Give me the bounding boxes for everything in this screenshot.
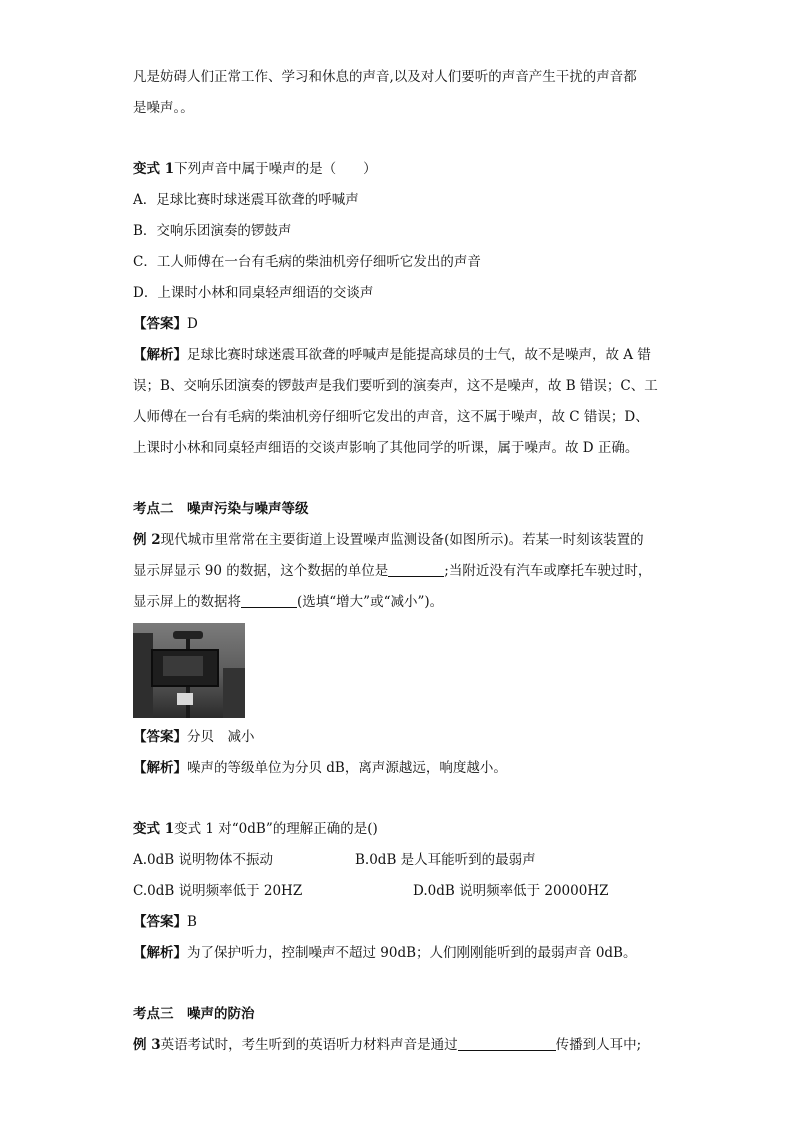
- variant1-option-b: B．交响乐团演奏的锣鼓声: [133, 223, 292, 239]
- example2-line-2: 显示屏显示 90 的数据，这个数据的单位是 ;当附近没有汽车或摩托车驶过时，: [133, 556, 693, 587]
- example3-line-1: 例 3英语考试时，考生听到的英语听力材料声音是通过 传播到人耳中;: [133, 1030, 693, 1061]
- answer-value: D: [187, 316, 198, 332]
- answer-blank: [241, 591, 297, 608]
- option-c: C.0dB 说明频率低于 20HZ: [133, 883, 303, 899]
- variant1-answer: [133, 309, 693, 340]
- section2-variant-options-cd: [133, 876, 693, 907]
- variant1-option-d: D．上课时小林和同桌轻声细语的交谈声: [133, 285, 374, 301]
- analysis-label: 【解析】: [133, 347, 187, 363]
- variant1-analysis-line-2: 误；B、交响乐团演奏的锣鼓声是我们要听到的演奏声，这不是噪声，故 B 错误；C、工: [133, 378, 658, 394]
- variant1-question: [133, 154, 693, 185]
- noise-monitor-photo: [133, 623, 245, 718]
- variant1-analysis-line-1: 【解析】足球比赛时球迷震耳欲聋的呼喊声是能提高球员的士气，故不是噪声，故 A 错: [133, 347, 651, 363]
- variant1-option-a: A．足球比赛时球迷震耳欲聋的呼喊声: [133, 192, 359, 208]
- variant1-option-c: C．工人师傅在一台有毛病的柴油机旁仔细听它发出的声音: [133, 254, 481, 270]
- example2-line-1: 例 2现代城市里常常在主要街道上设置噪声监测设备(如图所示)。若某一时刻该装置的: [133, 532, 644, 548]
- section3-title: 考点三 噪声的防治: [133, 1006, 255, 1022]
- variant1-analysis-line-4: 上课时小林和同桌轻声细语的交谈声影响了其他同学的听课，属于噪声。故 D 正确。: [133, 440, 639, 456]
- option-b: B.0dB 是人耳能听到的最弱声: [355, 852, 536, 868]
- intro-line-1: 凡是妨碍人们正常工作、学习和休息的声音,以及对人们要听的声音产生干扰的声音都: [133, 69, 637, 85]
- example2-line-3: 显示屏上的数据将 (选填“增大”或“减小”)。: [133, 587, 693, 618]
- intro-line-2: 是噪声。。: [133, 100, 194, 116]
- section2-title: 考点二 噪声污染与噪声等级: [133, 501, 309, 517]
- section2-variant-options-ab: [133, 845, 693, 876]
- option-a: A.0dB 说明物体不振动: [133, 852, 273, 868]
- variant1-analysis-line-3: 人师傅在一台有毛病的柴油机旁仔细听它发出的声音，这不属于噪声，故 C 错误；D、: [133, 409, 649, 425]
- section2-variant-question: 变式 1变式 1 对“0dB”的理解正确的是(): [133, 821, 378, 837]
- answer-blank: [388, 560, 444, 577]
- example2-analysis: 【解析】噪声的等级单位为分贝 dB，离声源越远，响度越小。: [133, 760, 507, 776]
- variant1-label: 变式 1: [133, 161, 175, 177]
- answer-blank: [458, 1034, 556, 1051]
- example2-answer: 【答案】分贝 减小: [133, 729, 255, 745]
- section2-variant-analysis: 【解析】为了保护听力，控制噪声不超过 90dB；人们刚刚能听到的最弱声音 0dB。: [133, 945, 637, 961]
- option-d: D.0dB 说明频率低于 20000HZ: [413, 883, 609, 899]
- section2-variant-answer: 【答案】B: [133, 914, 197, 930]
- document-page: [133, 62, 693, 1061]
- variant1-stem: 下列声音中属于噪声的是（ ）: [174, 161, 377, 177]
- example2-label: 例 2: [133, 532, 161, 548]
- answer-label: 【答案】: [133, 316, 187, 332]
